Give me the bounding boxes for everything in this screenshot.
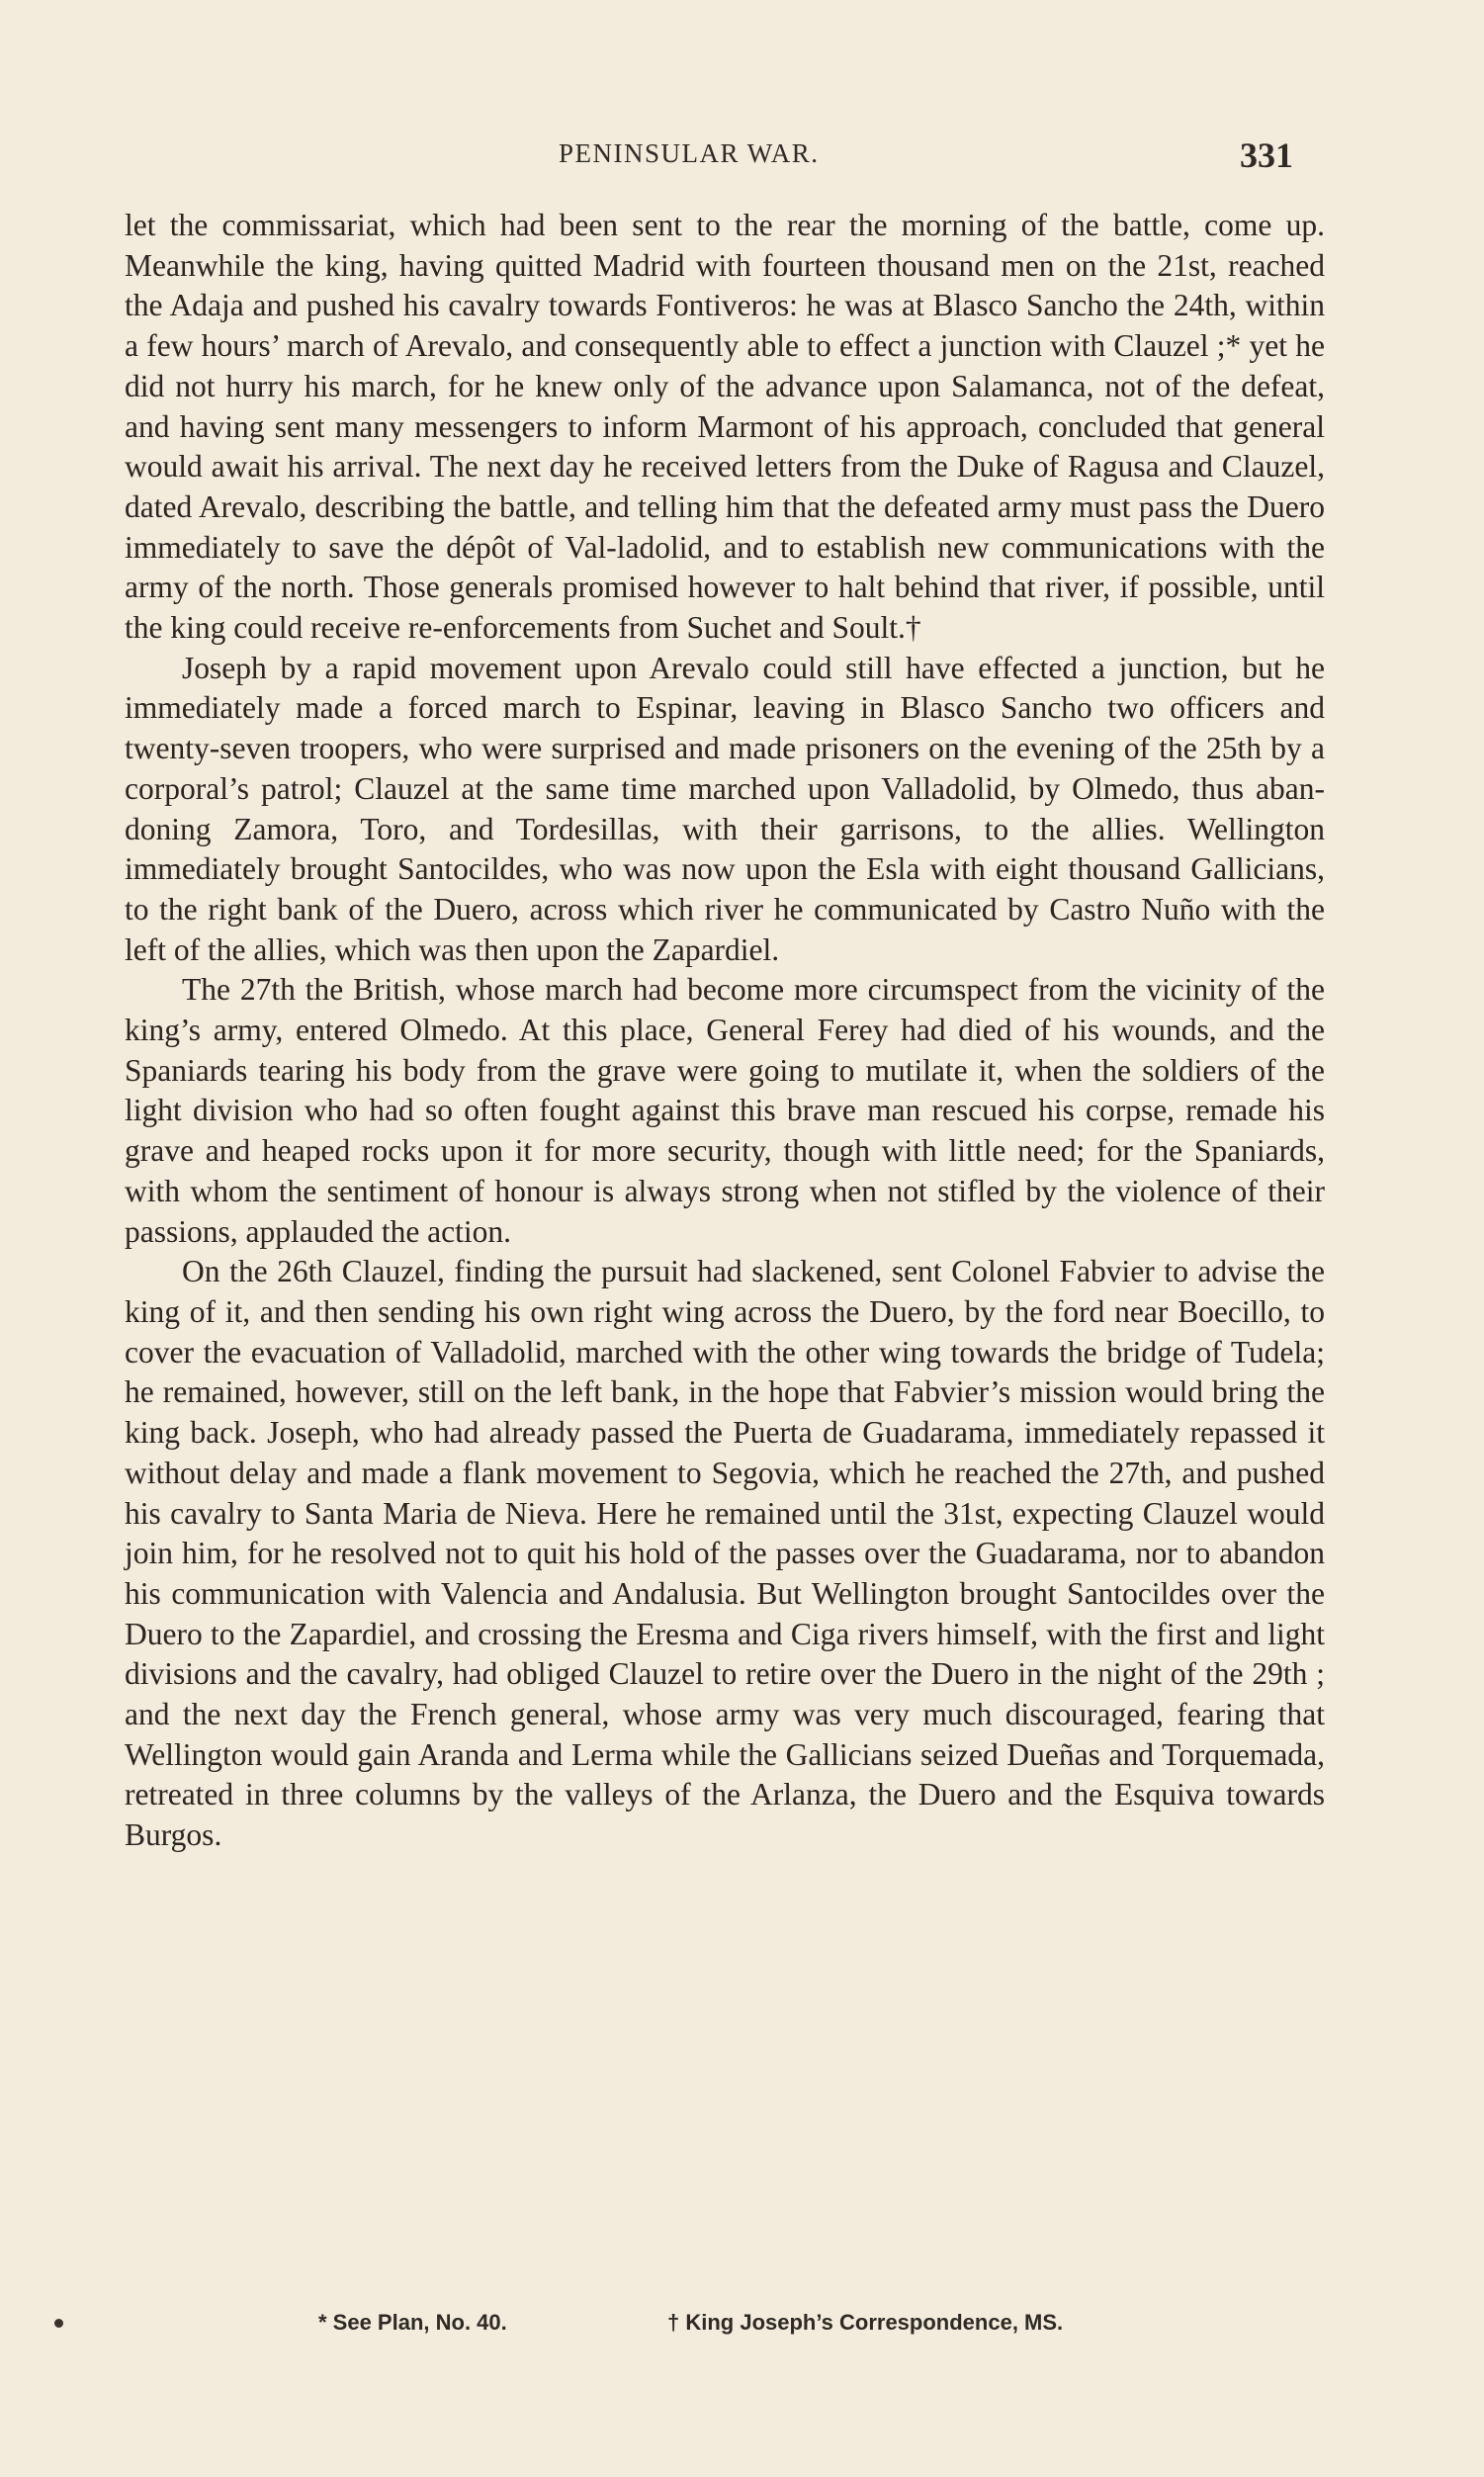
body-text — [125, 206, 1325, 1856]
paragraph-3: The 27th the British, whose march had become more circumspect from the vicinity of the king’s army, entered Olmedo. At this place, General Ferey had died of his wounds, and the Spaniards tearing his body from the grave were going to mutilate it, when the soldiers of the light division who had so often fought against this brave man rescued his corpse, remade his grave and heaped rocks upon it for more security, though with little need; for the Spaniards, with whom the sentiment of honour is always strong when not stifled by the violence of their passions, applauded the action. — [125, 972, 1325, 1249]
footnote-plan: * See Plan, No. 40. — [318, 2310, 507, 2335]
margin-dot — [54, 2319, 63, 2328]
paragraph-4: On the 26th Clauzel, finding the pursuit had slackened, sent Colonel Fabvier to advise the king of it, and then sending his own right wing across the Duero, by the ford near Boecillo, to cover the evacuation of Valladolid, marched with the other wing towards the bridge of Tudela; he remained, however, still on the left bank, in the hope that Fabvier’s mission would bring the king back. Joseph, who had already passed the Puerta de Guadarama, immediately repassed it without delay and made a flank movement to Segovia, which he reached the 27th, and pushed his cavalry to Santa Maria de Nieva. Here he remained until the 31st, expecting Clauzel would join him, for he resolved not to quit his hold of the passes over the Guadarama, nor to abandon his communication with Valencia and Andalusia. But Wellington brought Santocildes over the Duero to the Zapardiel, and crossing the Eresma and Ciga rivers himself, with the first and light divisions and the cavalry, had obliged Clauzel to retire over the Duero in the night of the 29th ; and the next day the French general, whose army was very much discouraged, fearing that Wellington would gain Aranda and Lerma while the Gallicians seized Dueñas and Torquemada, retreated in three columns by the valleys of the Arlanza, the Duero and the Esquiva towards Burgos. — [125, 1254, 1325, 1853]
running-head — [0, 134, 1484, 174]
page-number: 331 — [1240, 135, 1293, 175]
paragraph-1: let the commissariat, which had been sent to the rear the morning of the battle, come up. Meanwhile the king, having quitted Madrid with fourteen thousand men on the 21st, reached the Adaja and pushed his cavalry towards Fontiveros: he was at Blasco Sancho the 24th, within a few hours’ march of Arevalo, and consequently able to effect a junction with Clauzel ;* yet he did not hurry his march, for he knew only of the advance upon Salamanca, not of the defeat, and having sent many messengers to inform Marmont of his approach, concluded that general would await his arrival. The next day he received letters from the Duke of Ragusa and Clauzel, dated Arevalo, describing the battle, and telling him that the defeated army must pass the Duero immediately to save the dépôt of Val-ladolid, and to establish new communications with the army of the north. Those generals promised however to halt behind that river, if possible, until the king could receive re-enforcements from Suchet and Soult.† — [125, 208, 1325, 646]
running-title: PENINSULAR WAR. — [559, 138, 820, 168]
footnote-correspondence: † King Joseph’s Correspondence, MS. — [667, 2310, 1064, 2335]
paragraph-2: Joseph by a rapid movement upon Arevalo could still have effected a junction, but he immediately made a forced march to Espinar, leaving in Blasco Sancho two officers and twenty-seven troopers, who were surprised and made prisoners on the evening of the 25th by a corporal’s patrol; Clauzel at the same time marched upon Valladolid, by Olmedo, thus aban-doning Zamora, Toro, and Tordesillas, with their garrisons, to the allies. Wellington immediately brought Santocildes, who was now upon the Esla with eight thousand Gallicians, to the right bank of the Duero, across which river he communicated by Castro Nuño with the left of the allies, which was then upon the Zapardiel. — [125, 650, 1325, 967]
